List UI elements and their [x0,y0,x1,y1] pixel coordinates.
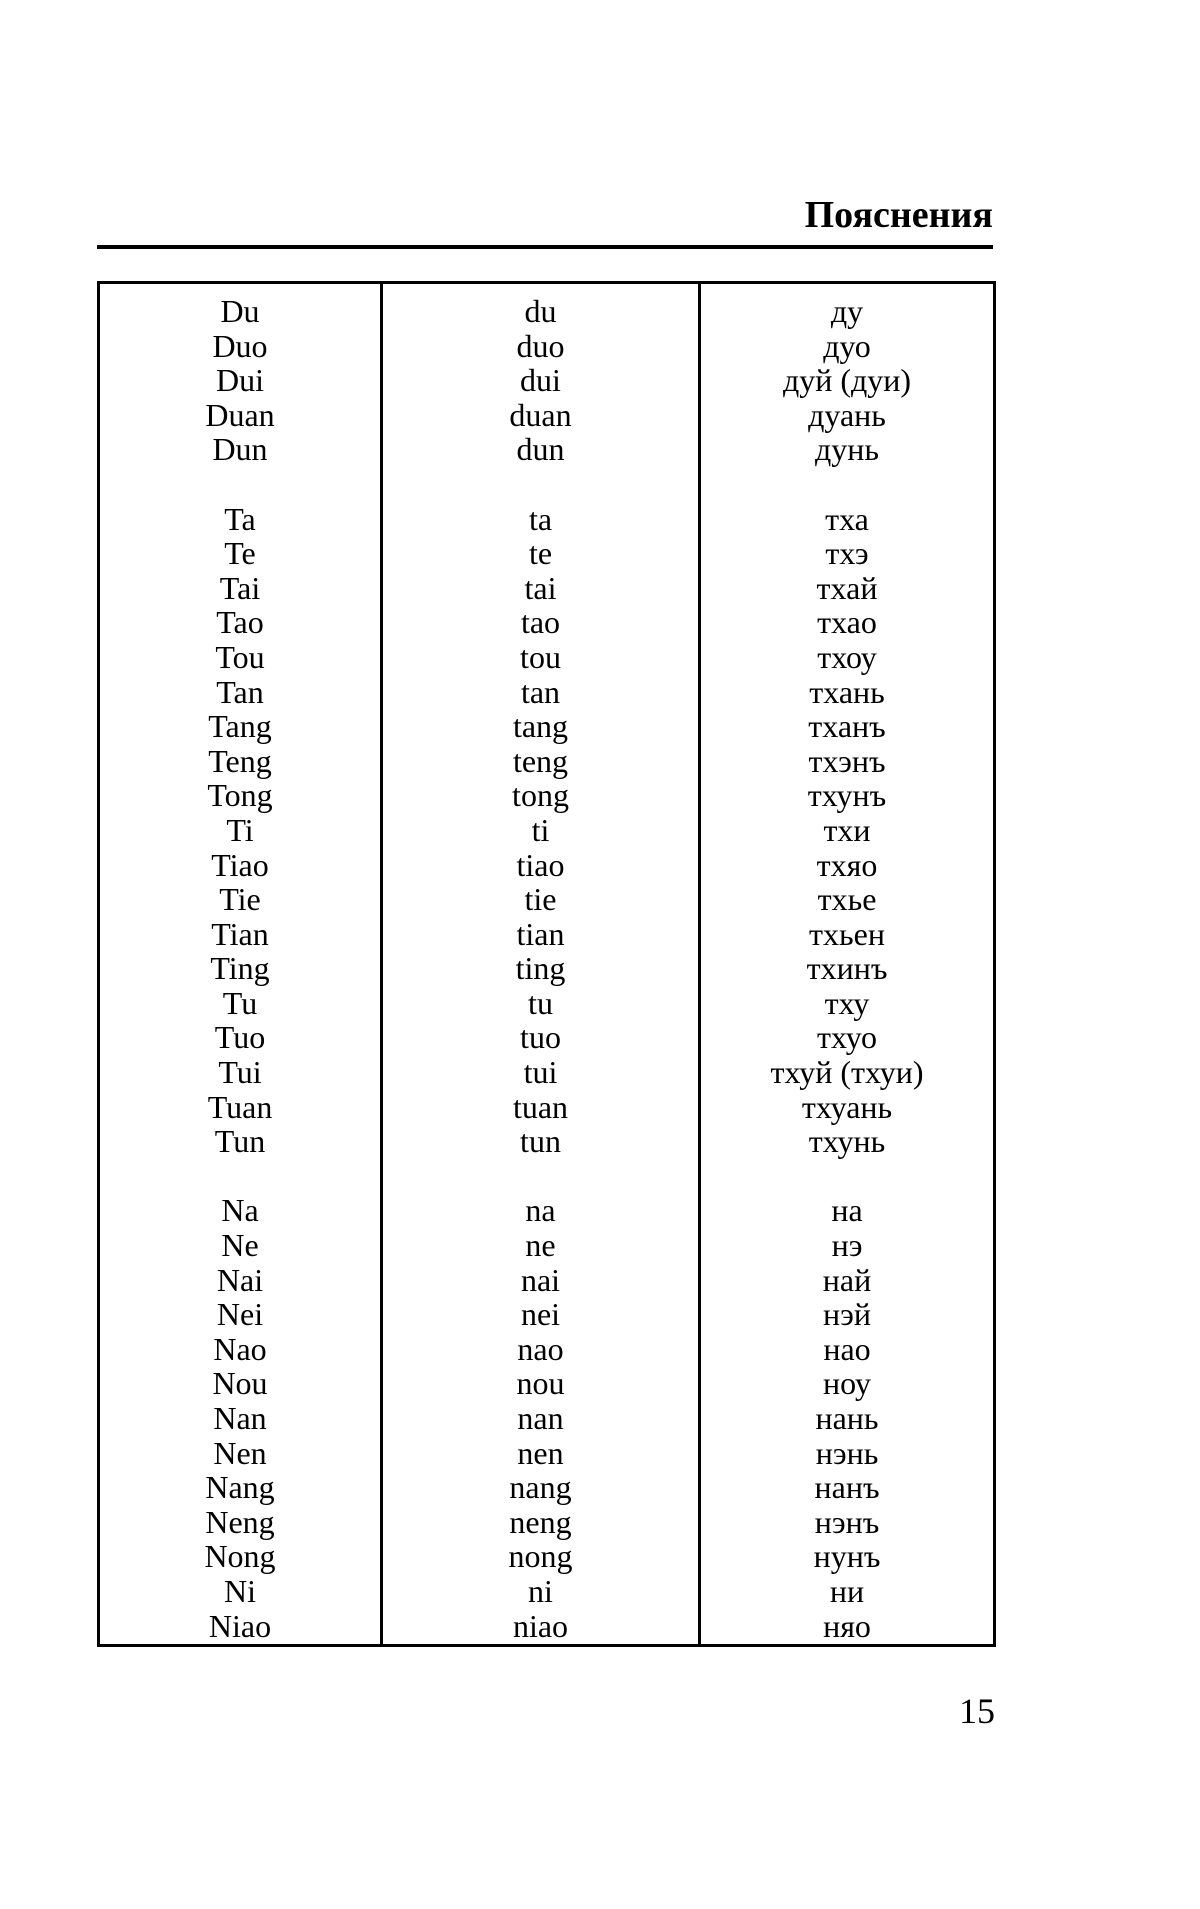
table-cell: Tong [207,777,273,814]
table-cell: Nen [213,1434,267,1471]
table-cell: dun [516,431,565,468]
table-cell: Ta [224,500,256,537]
table-cell: na [525,1192,556,1229]
table-cell: ni [528,1572,553,1609]
table-cell: тхуань [801,1088,893,1125]
table-cell: Ting [210,950,270,987]
table-cell: tuan [512,1088,569,1125]
table-group [383,1193,698,1643]
table-cell: nao [517,1330,564,1367]
table-cell: Tian [211,915,269,952]
table-cell: tiao [516,846,565,883]
table-cell: тха [825,500,869,537]
table-cell: нэ [831,1227,863,1264]
table-cell: nen [517,1434,564,1471]
table-cell: tong [512,777,569,814]
column-pinyin-capitalized [100,284,383,1644]
table-cell: няо [823,1607,871,1644]
table-cell: Nao [213,1330,267,1367]
table-cell: тхэ [825,535,869,572]
table-cell: нэнь [815,1434,879,1471]
table-group [100,502,380,1159]
table-cell: най [822,1261,872,1298]
table-cell: на [831,1192,863,1229]
table-cell: дунь [815,431,879,468]
table-cell: ноу [823,1365,871,1402]
table-cell: Ni [224,1572,256,1609]
table-cell: тхи [823,811,871,848]
table-group [701,294,993,467]
table-cell: Tuan [207,1088,273,1125]
table-cell: tian [516,915,565,952]
table-cell: tun [520,1123,561,1160]
table-cell: Dui [216,362,264,399]
table-cell: Nai [216,1261,264,1298]
table-cell: Tie [219,881,261,918]
header-divider [97,245,993,249]
table-cell: тхинъ [806,950,888,987]
table-cell: tie [524,881,557,918]
table-cell: nong [508,1538,573,1575]
table-cell: Neng [205,1503,275,1540]
transcription-table [97,281,996,1647]
table-cell: tuo [520,1019,561,1056]
table-cell: ne [525,1227,556,1264]
table-cell: du [524,293,557,329]
table-cell: Te [224,535,256,572]
table-group [100,1193,380,1643]
table-cell: Duo [212,327,268,364]
table-cell: Nei [216,1296,264,1333]
table-cell: tou [520,638,561,675]
table-cell: нань [815,1400,879,1436]
table-cell: niao [512,1607,569,1644]
table-cell: Tun [214,1123,266,1160]
column-pinyin [383,284,701,1644]
table-cell: teng [512,742,569,779]
table-group [100,294,380,467]
table-cell: тхьен [809,915,885,952]
table-cell: Ti [226,811,254,848]
table-cell: тхэнъ [808,742,886,779]
table-cell: Tai [219,569,261,606]
table-cell: дуй (дуи) [782,362,912,399]
table-cell: nei [520,1296,561,1333]
table-cell: nang [509,1469,572,1506]
table-cell: тхай [816,569,878,606]
table-cell: tai [524,569,557,606]
column-russian [701,284,993,1644]
table-group [701,1193,993,1643]
table-cell: Dun [212,431,268,468]
table-cell: тхуо [817,1019,877,1056]
table-cell: тхяо [816,846,878,883]
table-cell: Ne [221,1227,259,1264]
table-cell: tan [520,673,561,710]
table-cell: Tu [222,984,258,1021]
table-cell: nai [520,1261,561,1298]
table-cell: тхань [809,673,885,710]
table-cell: Na [221,1192,259,1229]
table-cell: ting [515,950,566,987]
table-cell: тхунь [808,1123,886,1160]
table-cell: Tang [208,708,272,745]
table-cell: Duan [205,396,275,433]
table-cell: Nou [212,1365,268,1402]
table-cell: нао [823,1330,871,1367]
table-cell: Tiao [211,846,269,883]
table-cell: nan [517,1400,564,1436]
table-group [383,294,698,467]
table-cell: дуань [808,396,886,433]
table-cell: Tao [216,604,264,641]
table-cell: Nan [213,1400,267,1436]
table-cell: tui [523,1054,558,1091]
table-group [701,502,993,1159]
table-cell: дуо [823,327,871,364]
table-cell: tang [512,708,569,745]
table-cell: ду [830,293,864,329]
table-cell: Tuo [214,1019,266,1056]
table-cell: Nong [204,1538,276,1575]
table-cell: Du [220,293,260,329]
table-cell: Tou [215,638,265,675]
table-cell: тхье [817,881,877,918]
table-cell: тханъ [808,708,886,745]
table-cell: Nang [205,1469,275,1506]
table-cell: Niao [208,1607,272,1644]
table-cell: neng [509,1503,572,1540]
table-cell: ta [528,500,553,537]
table-cell: tao [520,604,561,641]
table-cell: ti [531,811,550,848]
table-cell: нэнъ [814,1503,880,1540]
table-cell: тхуй (тхуи) [770,1054,924,1091]
table-cell: нэй [823,1296,871,1333]
table-cell: tu [528,984,553,1021]
table-cell: нанъ [814,1469,880,1506]
table-cell: ни [829,1572,865,1609]
table-cell: тху [824,984,870,1021]
table-cell: te [528,535,553,572]
table-cell: Tui [218,1054,262,1091]
table-cell: duo [516,327,565,364]
table-cell: Teng [208,742,272,779]
table-cell: Tan [216,673,264,710]
table-group [383,502,698,1159]
table-cell: тхунъ [807,777,887,814]
table-cell: duan [509,396,572,433]
page-title: Пояснения [804,194,993,236]
table-cell: тхоу [817,638,877,675]
table-cell: dui [520,362,561,399]
page-number: 15 [959,1691,995,1731]
table-cell: тхао [817,604,877,641]
table-cell: нунъ [813,1538,881,1575]
table-cell: nou [516,1365,565,1402]
